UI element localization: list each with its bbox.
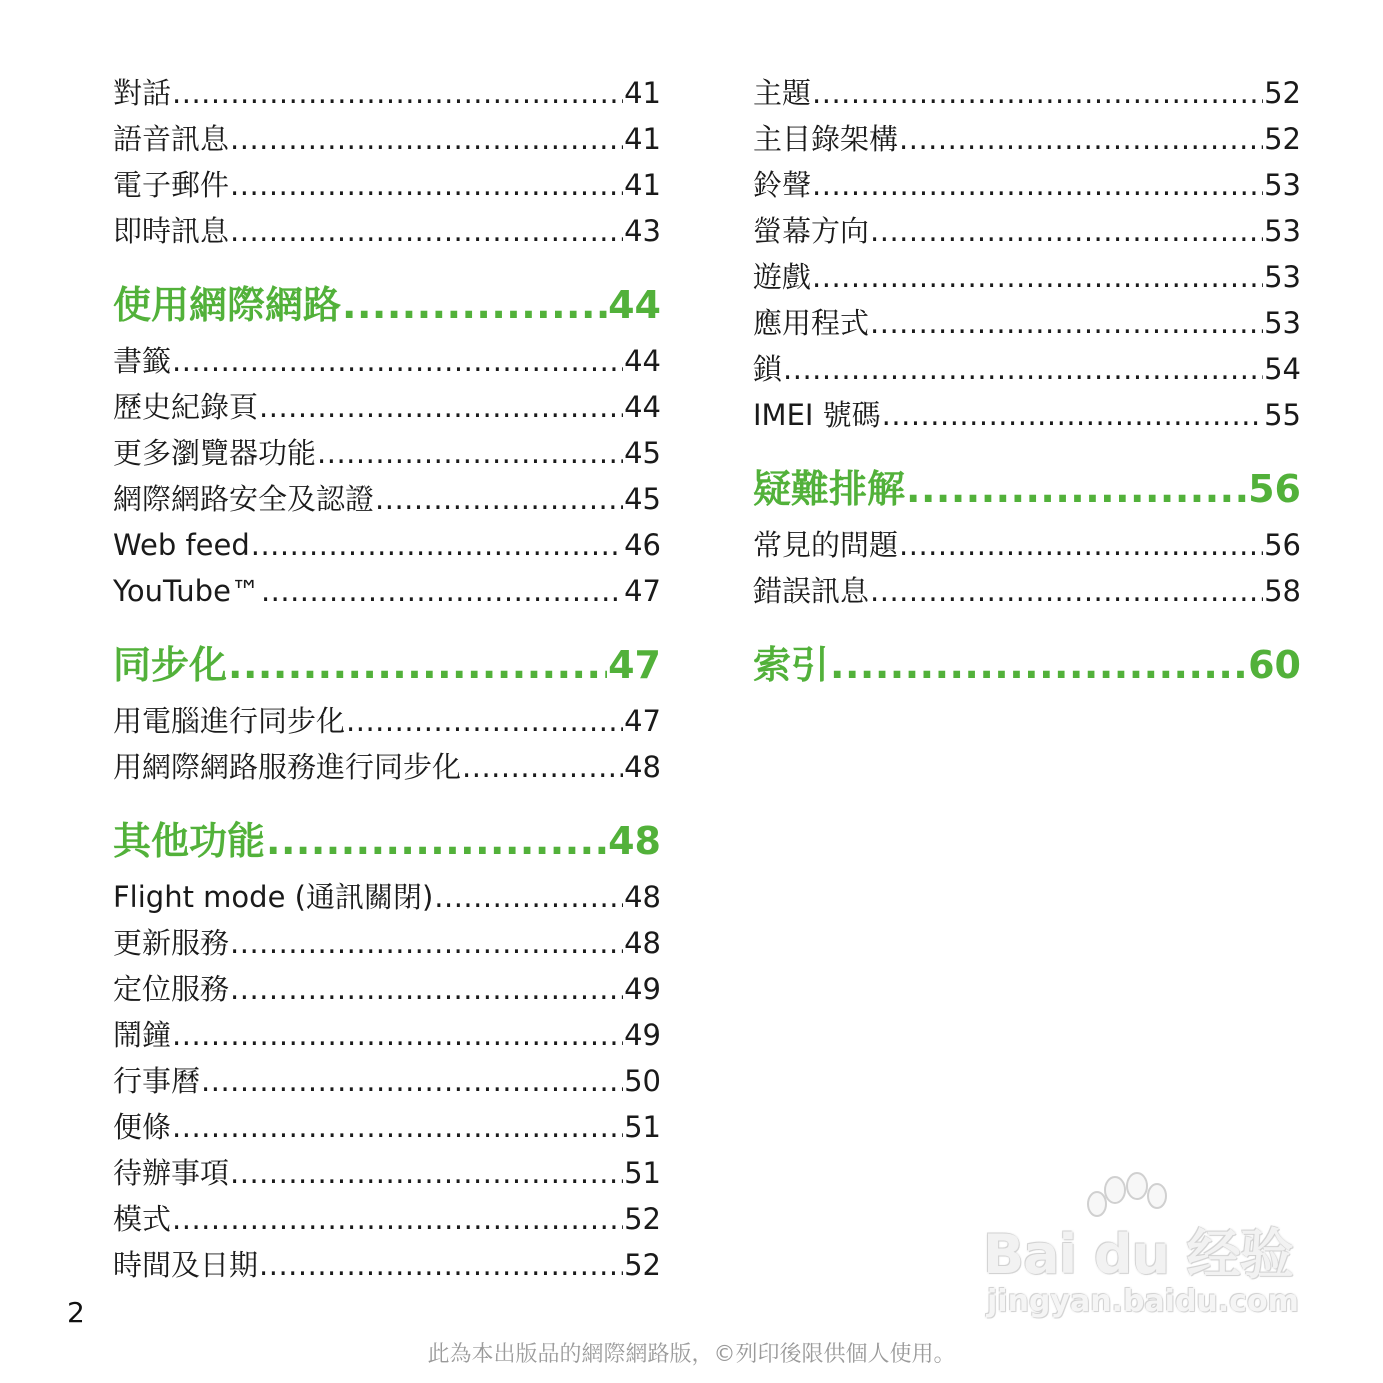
toc-entry-page: 41 [624, 122, 661, 156]
toc-entry-page: 46 [624, 528, 661, 562]
toc-entry-title: 更新服務 [113, 926, 230, 960]
toc-entry-page: 53 [1264, 306, 1301, 340]
toc-entry-title: IMEI 號碼 [753, 398, 881, 432]
toc-entry [113, 744, 661, 790]
toc-entry-page: 44 [608, 283, 661, 327]
toc-leader-dots [882, 392, 1263, 438]
toc-entry-title: 應用程式 [753, 306, 870, 340]
toc-entry-title: 主目錄架構 [753, 122, 899, 156]
toc-entry-title: 定位服務 [113, 972, 230, 1006]
toc-entry-title: 主題 [753, 76, 812, 110]
toc-entry [113, 162, 661, 208]
toc-entry [113, 1104, 661, 1150]
toc-section-heading [113, 808, 661, 874]
toc-entry [113, 116, 661, 162]
toc-leader-dots [261, 568, 623, 614]
toc-leader-dots [462, 744, 623, 790]
toc-leader-dots [172, 1104, 623, 1150]
toc-entry-title: YouTube™ [113, 574, 260, 608]
toc-entry [753, 300, 1301, 346]
toc-entry-page: 52 [624, 1248, 661, 1282]
toc-entry [113, 522, 661, 568]
toc-entry [113, 1058, 661, 1104]
toc-entry-title: 電子郵件 [113, 168, 230, 202]
toc-entry-page: 45 [624, 482, 661, 516]
toc-leader-dots [172, 1196, 623, 1242]
toc-entry [113, 476, 661, 522]
toc-entry-title: 鎖 [753, 352, 783, 386]
toc-entry-page: 41 [624, 168, 661, 202]
toc-entry [113, 338, 661, 384]
toc-entry-page: 47 [608, 643, 661, 687]
toc-leader-dots [906, 456, 1247, 522]
toc-leader-dots [812, 254, 1263, 300]
toc-entry [753, 392, 1301, 438]
toc-entry-page: 52 [1264, 76, 1301, 110]
toc-entry [753, 568, 1301, 614]
toc-leader-dots [230, 966, 623, 1012]
toc-entry-title: 更多瀏覽器功能 [113, 436, 317, 470]
toc-right-column [753, 70, 1301, 698]
toc-entry-title: 網際網路安全及認證 [113, 482, 375, 516]
watermark-logo: Bai du 经验 [983, 1223, 1293, 1286]
footer-note: 此為本出版品的網際網路版，©列印後限供個人使用。 [427, 1342, 956, 1367]
toc-entry [753, 346, 1301, 392]
toc-entry-title: 對話 [113, 76, 172, 110]
toc-leader-dots [259, 384, 623, 430]
toc-section-heading [113, 632, 661, 698]
watermark-url: jingyan.baidu.com [987, 1284, 1299, 1319]
toc-entry-page: 48 [624, 926, 661, 960]
toc-entry-title: 其他功能 [113, 819, 266, 863]
toc-leader-dots [201, 1058, 623, 1104]
toc-entry [113, 1242, 661, 1288]
toc-entry-title: Web feed [113, 528, 250, 562]
toc-leader-dots [228, 632, 607, 698]
toc-entry [113, 698, 661, 744]
toc-entry [753, 162, 1301, 208]
toc-entry [113, 920, 661, 966]
toc-entry-page: 52 [1264, 122, 1301, 156]
toc-entry-title: 常見的問題 [753, 528, 899, 562]
toc-entry-page: 56 [1264, 528, 1301, 562]
toc-entry-page: 48 [624, 880, 661, 914]
toc-entry [113, 568, 661, 614]
toc-leader-dots [783, 346, 1263, 392]
toc-entry-title: 行事曆 [113, 1064, 201, 1098]
toc-entry [753, 70, 1301, 116]
page-number: 2 [67, 1296, 85, 1329]
toc-entry-title: 遊戲 [753, 260, 812, 294]
toc-leader-dots [346, 698, 623, 744]
toc-entry [113, 1196, 661, 1242]
toc-leader-dots [172, 1012, 623, 1058]
toc-leader-dots [317, 430, 623, 476]
toc-leader-dots [230, 116, 623, 162]
toc-section-heading [113, 272, 661, 338]
toc-entry-title: 螢幕方向 [753, 214, 870, 248]
toc-entry-page: 54 [1264, 352, 1301, 386]
toc-entry-page: 60 [1248, 643, 1301, 687]
toc-entry [113, 1150, 661, 1196]
toc-entry-page: 43 [624, 214, 661, 248]
toc-entry [753, 208, 1301, 254]
toc-entry-page: 44 [624, 390, 661, 424]
toc-entry [113, 1012, 661, 1058]
toc-entry-page: 53 [1264, 214, 1301, 248]
toc-entry-title: 錯誤訊息 [753, 574, 870, 608]
toc-entry-page: 51 [624, 1110, 661, 1144]
toc-entry-page: 53 [1264, 168, 1301, 202]
toc-entry-title: 疑難排解 [753, 467, 906, 511]
toc-leader-dots [230, 208, 623, 254]
toc-entry-page: 49 [624, 972, 661, 1006]
toc-entry-title: 書籤 [113, 344, 172, 378]
toc-entry-page: 44 [624, 344, 661, 378]
toc-entry [753, 254, 1301, 300]
toc-entry-page: 58 [1264, 574, 1301, 608]
toc-leader-dots [812, 162, 1263, 208]
toc-leader-dots [230, 920, 623, 966]
toc-entry [753, 116, 1301, 162]
toc-entry-page: 48 [608, 819, 661, 863]
toc-entry-title: 模式 [113, 1202, 172, 1236]
toc-entry-page: 53 [1264, 260, 1301, 294]
toc-entry-title: Flight mode (通訊關閉) [113, 880, 434, 914]
toc-entry-title: 待辦事項 [113, 1156, 230, 1190]
toc-entry-page: 47 [624, 704, 661, 738]
toc-entry-title: 時間及日期 [113, 1248, 259, 1282]
toc-entry-title: 同步化 [113, 643, 228, 687]
toc-entry-title: 歷史紀錄頁 [113, 390, 259, 424]
toc-entry-title: 用電腦進行同步化 [113, 704, 346, 738]
toc-entry-page: 51 [624, 1156, 661, 1190]
toc-entry-page: 48 [624, 750, 661, 784]
toc-entry-title: 用網際網路服務進行同步化 [113, 750, 462, 784]
toc-entry-page: 50 [624, 1064, 661, 1098]
toc-entry-title: 使用網際網路 [113, 283, 342, 327]
toc-leader-dots [899, 522, 1263, 568]
toc-entry-page: 56 [1248, 467, 1301, 511]
toc-leader-dots [899, 116, 1263, 162]
toc-entry-title: 鬧鐘 [113, 1018, 172, 1052]
toc-entry-title: 即時訊息 [113, 214, 230, 248]
toc-leader-dots [434, 874, 623, 920]
toc-left-column [113, 70, 661, 1288]
toc-section-heading [753, 456, 1301, 522]
toc-entry-page: 52 [624, 1202, 661, 1236]
toc-leader-dots [342, 272, 607, 338]
toc-leader-dots [830, 632, 1247, 698]
toc-entry [113, 874, 661, 920]
toc-leader-dots [266, 808, 607, 874]
toc-leader-dots [812, 70, 1263, 116]
toc-entry-page: 55 [1264, 398, 1301, 432]
toc-entry-page: 41 [624, 76, 661, 110]
toc-entry [113, 70, 661, 116]
toc-entry [113, 966, 661, 1012]
toc-leader-dots [230, 162, 623, 208]
toc-leader-dots [870, 568, 1263, 614]
toc-entry [113, 430, 661, 476]
baidu-watermark [975, 1172, 1305, 1332]
toc-entry [113, 384, 661, 430]
toc-entry-title: 語音訊息 [113, 122, 230, 156]
toc-entry-page: 45 [624, 436, 661, 470]
toc-entry-title: 鈴聲 [753, 168, 812, 202]
toc-entry-page: 47 [624, 574, 661, 608]
toc-leader-dots [172, 338, 623, 384]
toc-leader-dots [251, 522, 623, 568]
toc-entry [753, 522, 1301, 568]
toc-leader-dots [870, 300, 1263, 346]
toc-leader-dots [172, 70, 623, 116]
toc-leader-dots [375, 476, 623, 522]
toc-entry [113, 208, 661, 254]
toc-leader-dots [259, 1242, 623, 1288]
toc-leader-dots [230, 1150, 623, 1196]
toc-leader-dots [870, 208, 1263, 254]
toc-entry-title: 便條 [113, 1110, 172, 1144]
toc-section-heading [753, 632, 1301, 698]
toc-entry-title: 索引 [753, 643, 830, 687]
toc-entry-page: 49 [624, 1018, 661, 1052]
